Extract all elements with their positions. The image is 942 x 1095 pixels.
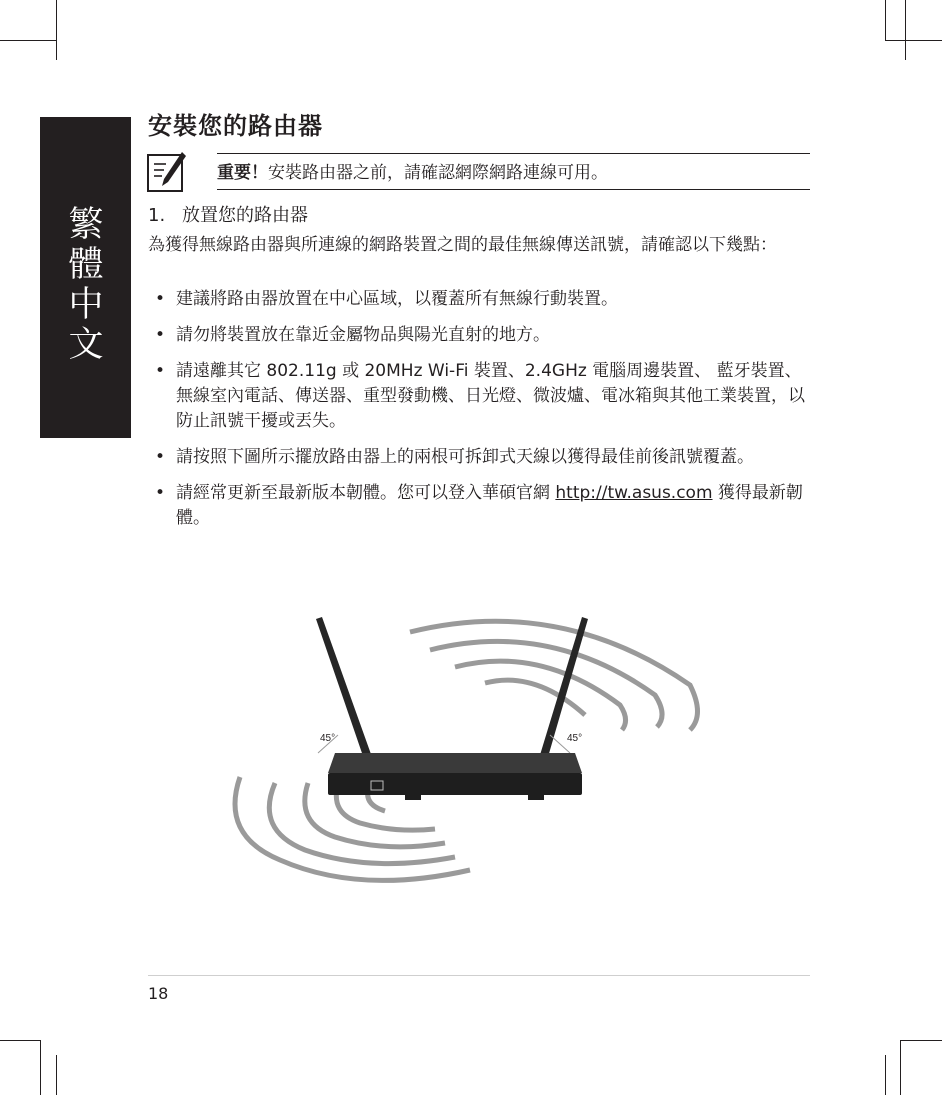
language-tab-label: 繁體中文: [68, 205, 104, 365]
router-placement-illustration: [220, 605, 720, 905]
list-item: [148, 323, 812, 348]
list-item: [148, 481, 812, 531]
list-item-text: 請按照下圖所示擺放路由器上的兩根可拆卸式天線以獲得最佳前後訊號覆蓋。: [176, 447, 754, 467]
list-item-text: 請遠離其它 802.11g 或 20MHz Wi-Fi 裝置、2.4GHz 電腦周邊裝置、 藍牙裝置、無線室內電話、傳送器、重型發動機、日光燈、微波爐、電冰箱與其他工業裝置，以防止訊號干擾或丟失。: [176, 361, 805, 431]
section-title: 安裝您的路由器: [148, 112, 323, 140]
list-item-text: 請勿將裝置放在靠近金屬物品與陽光直射的地方。: [176, 325, 550, 345]
note-top-rule: [217, 153, 810, 154]
list-item: [148, 445, 812, 470]
angle-guides: [318, 735, 570, 753]
note-text: [217, 161, 608, 185]
footer-rule: [148, 975, 810, 976]
note-bottom-rule: [217, 189, 810, 190]
list-item-text: 建議將路由器放置在中心區域，以覆蓋所有無線行動裝置。: [176, 289, 618, 309]
intro-paragraph: 為獲得無線路由器與所連線的網路裝置之間的最佳無線傳送訊號，請確認以下幾點：: [148, 235, 777, 255]
note-body: 安裝路由器之前，請確認網際網路連線可用。: [268, 163, 608, 183]
right-angle-label: 45°: [567, 733, 583, 744]
asus-website-link[interactable]: http://tw.asus.com: [555, 483, 713, 503]
list-item: [148, 359, 812, 434]
note-label: 重要！: [217, 163, 268, 183]
bullet-mark: •: [155, 325, 166, 345]
page-number: 18: [148, 984, 169, 1003]
bullet-mark: •: [155, 483, 166, 503]
router-body: [328, 753, 582, 800]
language-tab: [40, 117, 131, 438]
step-heading: [148, 204, 308, 228]
step-number: 1.: [148, 205, 166, 226]
bullet-mark: •: [155, 361, 166, 381]
bullet-mark: •: [155, 289, 166, 309]
placement-tips: [148, 287, 812, 542]
left-angle-label: 45°: [320, 733, 336, 744]
note-pencil-icon: [146, 150, 188, 194]
step-title: 放置您的路由器: [182, 205, 308, 226]
list-item-text-after: 獲得最新韌體。: [176, 483, 803, 528]
list-item: [148, 287, 812, 312]
list-item-text-before: 請經常更新至最新版本韌體。您可以登入華碩官網: [176, 483, 556, 503]
bullet-mark: •: [155, 447, 166, 467]
